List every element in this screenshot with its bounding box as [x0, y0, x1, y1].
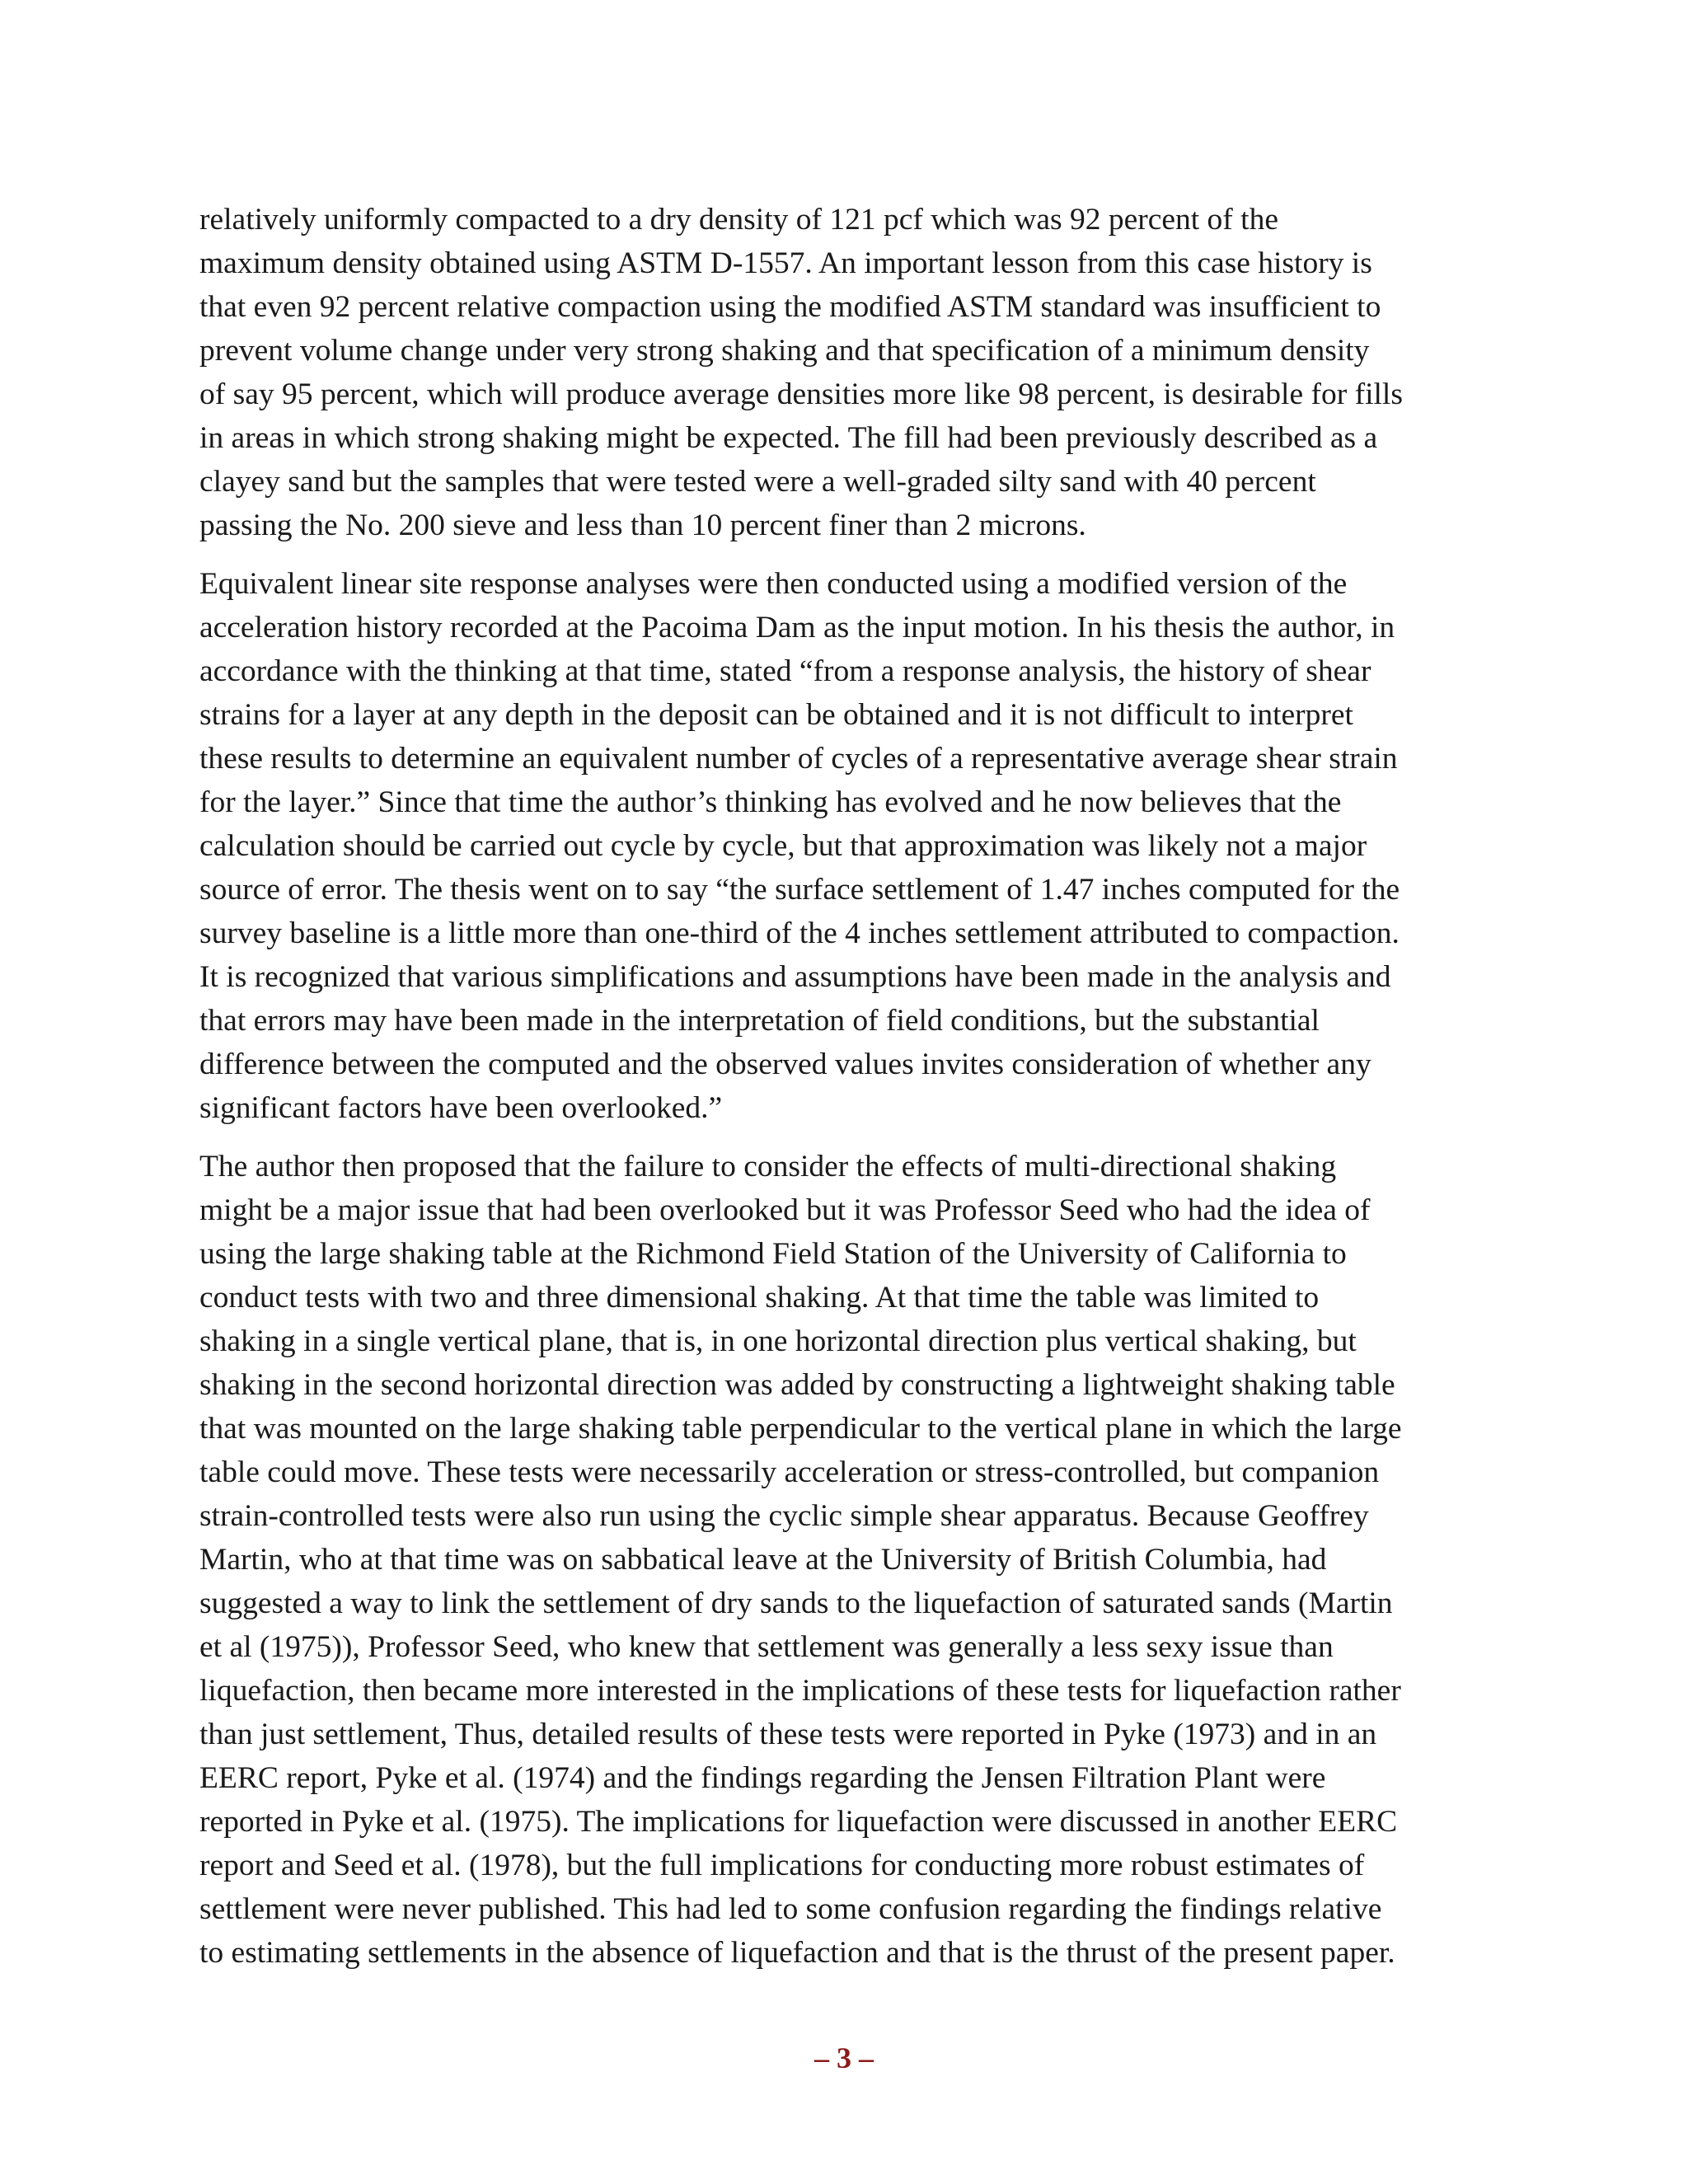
text-line: clayey sand but the samples that were tested were a well-graded silty sand with 40 percent [199, 465, 1316, 499]
text-line: these results to determine an equivalent number of cycles of a representative average shear strain [199, 742, 1398, 776]
text-line: significant factors have been overlooked.” [199, 1091, 723, 1125]
text-line: conduct tests with two and three dimensional shaking. At that time the table was limited to [199, 1281, 1320, 1315]
text-line: using the large shaking table at the Richmond Field Station of the University of California to [199, 1237, 1347, 1271]
text-line: in areas in which strong shaking might be expected. The fill had been previously described as a [199, 421, 1378, 455]
paragraph-shaking-table [199, 1145, 1493, 1975]
text-line: prevent volume change under very strong shaking and that specification of a minimum density [199, 334, 1370, 368]
text-line: Equivalent linear site response analyses were then conducted using a modified version of the [199, 567, 1348, 601]
text-line: passing the No. 200 sieve and less than 10 percent finer than 2 microns. [199, 509, 1086, 542]
text-line: of say 95 percent, which will produce average densities more like 98 percent, is desirable for fills [199, 377, 1403, 411]
text-line: strain-controlled tests were also run using the cyclic simple shear apparatus. Because Geoffrey [199, 1499, 1369, 1533]
text-line: EERC report, Pyke et al. (1974) and the findings regarding the Jensen Filtration Plant were [199, 1761, 1326, 1795]
text-line: source of error. The thesis went on to say “the surface settlement of 1.47 inches computed for the [199, 873, 1400, 907]
text-line: table could move. These tests were necessarily acceleration or stress-controlled, but companion [199, 1455, 1380, 1489]
paragraph-site-response [199, 562, 1493, 1130]
text-line: relatively uniformly compacted to a dry density of 121 pcf which was 92 percent of the [199, 203, 1278, 237]
text-line: reported in Pyke et al. (1975). The implications for liquefaction were discussed in another EERC [199, 1805, 1398, 1839]
text-line: survey baseline is a little more than one-third of the 4 inches settlement attributed to compaction. [199, 916, 1400, 950]
page-number: – 3 – [814, 2041, 874, 2074]
text-line: strains for a layer at any depth in the deposit can be obtained and it is not difficult to interpret [199, 698, 1353, 732]
text-line: for the layer.” Since that time the author’s thinking has evolved and he now believes that the [199, 785, 1342, 819]
document-body [199, 198, 1493, 1990]
text-line: that even 92 percent relative compaction using the modified ASTM standard was insufficient to [199, 290, 1381, 324]
paragraph-compaction [199, 198, 1493, 547]
text-line: shaking in a single vertical plane, that is, in one horizontal direction plus vertical shaking, but [199, 1324, 1357, 1358]
text-line: settlement were never published. This had led to some confusion regarding the findings relative [199, 1892, 1382, 1926]
text-line: to estimating settlements in the absence of liquefaction and that is the thrust of the present paper. [199, 1936, 1395, 1970]
text-line: shaking in the second horizontal direction was added by constructing a lightweight shaking table [199, 1368, 1395, 1402]
text-line: maximum density obtained using ASTM D-1557. An important lesson from this case history is [199, 246, 1372, 280]
text-line: liquefaction, then became more interested in the implications of these tests for liquefaction rather [199, 1674, 1401, 1708]
text-line: than just settlement, Thus, detailed results of these tests were reported in Pyke (1973) and in an [199, 1718, 1377, 1751]
text-line: Martin, who at that time was on sabbatical leave at the University of British Columbia, had [199, 1543, 1327, 1577]
text-line: that errors may have been made in the interpretation of field conditions, but the substantial [199, 1004, 1320, 1038]
text-line: might be a major issue that had been overlooked but it was Professor Seed who had the idea of [199, 1193, 1371, 1227]
text-line: difference between the computed and the observed values invites consideration of whether any [199, 1047, 1372, 1081]
text-line: accordance with the thinking at that time, stated “from a response analysis, the history of shear [199, 654, 1372, 688]
text-line: et al (1975)), Professor Seed, who knew that settlement was generally a less sexy issue than [199, 1630, 1334, 1664]
text-line: calculation should be carried out cycle by cycle, but that approximation was likely not a major [199, 829, 1367, 863]
text-line: The author then proposed that the failure to consider the effects of multi-directional shaking [199, 1150, 1337, 1183]
text-line: report and Seed et al. (1978), but the full implications for conducting more robust estimates of [199, 1849, 1365, 1882]
text-line: acceleration history recorded at the Pacoima Dam as the input motion. In his thesis the author, in [199, 611, 1395, 644]
text-line: suggested a way to link the settlement of dry sands to the liquefaction of saturated sands (Martin [199, 1586, 1393, 1620]
text-line: It is recognized that various simplifications and assumptions have been made in the analysis and [199, 960, 1391, 994]
text-line: that was mounted on the large shaking table perpendicular to the vertical plane in which the large [199, 1412, 1402, 1446]
